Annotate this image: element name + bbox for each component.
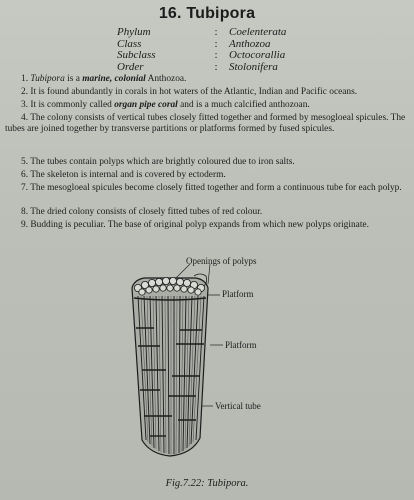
point-9: 9. Budding is peculiar. The base of original polyp expands from which new polyps originate. <box>21 220 369 230</box>
classification-colon: : <box>214 60 218 73</box>
classification-colon: : <box>214 26 218 38</box>
leader-line-openings <box>208 264 210 284</box>
classification-row-phylum <box>117 27 377 39</box>
classification-key: Class <box>117 37 142 50</box>
point-text: is a <box>64 74 83 84</box>
point-6: 6. The skeleton is internal and is covered by ectoderm. <box>21 170 226 180</box>
label-platform-middle: Platform <box>225 340 257 350</box>
classification-table <box>117 27 377 73</box>
tubipora-illustration <box>120 258 320 468</box>
classification-value: Stolonifera <box>229 60 278 73</box>
classification-colon: : <box>214 49 218 61</box>
label-vertical-tube: Vertical tube <box>215 401 261 411</box>
point-emphasis: Tubipora <box>30 74 65 84</box>
point-7: 7. The mesogloeal spicules become closely fitted together and form a continuous tube for each polyp. <box>21 183 402 193</box>
tubipora-figure <box>120 258 320 468</box>
point-text: 1. <box>21 74 31 84</box>
label-openings-of-polyps: Openings of polyps <box>186 256 257 266</box>
point-8: 8. The dried colony consists of closely fitted tubes of red colour. <box>21 207 263 217</box>
label-platform-top: Platform <box>222 289 254 299</box>
classification-row-order <box>117 62 377 74</box>
classification-key: Order <box>117 60 144 73</box>
classification-colon: : <box>214 37 218 50</box>
point-text: and is a much calcified anthozoan. <box>177 100 310 110</box>
figure-caption: Fig.7.22: Tubipora. <box>165 478 249 489</box>
classification-value: Coelenterata <box>229 26 287 38</box>
point-4: 4. The colony consists of vertical tubes closely fitted together and formed by mesogloeal spicules. The tubes are joined together by transverse partitions or platforms formed by fused spicules. <box>5 113 406 134</box>
point-3 <box>5 100 409 111</box>
point-2: 2. It is found abundantly in corals in hot waters of the Atlantic, Indian and Pacific oceans. <box>21 87 358 97</box>
classification-key: Phylum <box>117 26 151 38</box>
classification-value: Anthozoa <box>229 37 271 50</box>
point-strong: organ pipe coral <box>114 100 178 110</box>
classification-row-subclass <box>117 50 377 62</box>
point-strong: marine, colonial <box>82 74 146 84</box>
point-1 <box>5 74 409 85</box>
classification-value: Octocorallia <box>229 49 286 61</box>
point-text: Anthozoa. <box>145 74 187 84</box>
point-5: 5. The tubes contain polyps which are brightly coloured due to iron salts. <box>21 157 295 167</box>
section-title: 16. Tubipora <box>158 5 256 22</box>
point-text: 3. It is commonly called <box>21 100 115 110</box>
classification-key: Subclass <box>117 49 156 61</box>
